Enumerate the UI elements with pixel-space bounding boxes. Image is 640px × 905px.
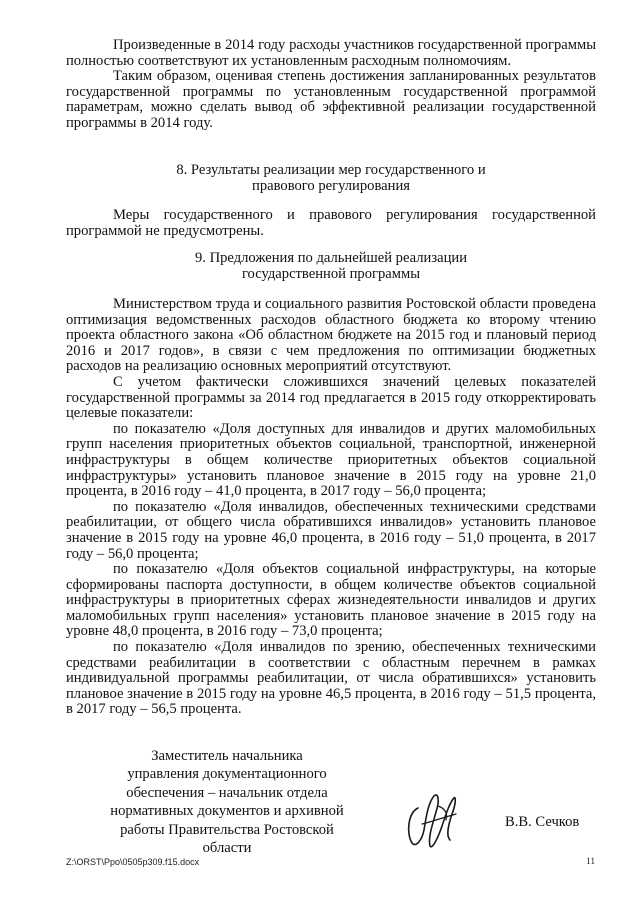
indicator-rehab-means: по показателю «Доля инвалидов, обеспеченных техническими средствами реабилитации, от общего числа обратившихся инвалидов» установить плановое значение в 2015 году на уровне 46,0 процента, в 2016 году – 51,0 процента, в 2017 году – 56,0 процента; [66, 498, 596, 562]
signatory-line-3: обеспечения – начальник отдела [126, 784, 328, 801]
footer-page-number: 11 [586, 857, 596, 867]
indicator-accessibility-passports: по показателю «Доля объектов социальной инфраструктуры, на которые сформированы паспорта доступности, в общем количестве объектов социальной инфраструктуры в приоритетных сферах жизнедеятельности инвалидов и других маломобильных групп населения» установить плановое значение в 2015 году на уровне 48,0 процента, в 2016 году – 73,0 процента; [66, 561, 596, 640]
footer-file-path: Z:\ORST\Ppo\0505p309.f15.docx [66, 857, 200, 867]
section-8-text: Меры государственного и правового регулирования государственной программой не предусмотрены. [66, 207, 596, 239]
signatory-line-2: управления документационного [127, 766, 327, 783]
section-9-heading [66, 251, 596, 282]
signatory-line-4: нормативных документов и архивной [110, 803, 344, 820]
section-9-title-line1: 9. Предложения по дальнейшей реализации [194, 250, 468, 266]
intro-text [66, 38, 596, 132]
section-8-title-line2: правового регулирования [252, 177, 410, 194]
paragraph-conclusion: Таким образом, оценивая степень достижения запланированных результатов государственной программы по установленным государственной программой параметрам, можно сделать вывод об эффективной реализации государственной программы в 2014 году. [66, 68, 596, 131]
paragraph-optimization: Министерством труда и социального развития Ростовской области проведена оптимизация ведомственных расходов областного бюджета ко второму чтению проекта областного закона «Об областном бюджете на 2015 год и плановый период 2016 и 2017 годов», в связи с чем предложения по оптимизации бюджетных расходов на реализацию основных мероприятий отсутствуют. [66, 296, 596, 375]
section-9-title-line2: государственной программы [241, 265, 421, 282]
indicator-accessible-objects: по показателю «Доля доступных для инвалидов и других маломобильных групп населения приоритетных объектов социальной, транспортной, инженерной инфраструктуры в общем количестве приоритетных объектов социальной инфраструктуры» установить плановое значение в 2015 году на уровне 21,0 процента, в 2016 году – 41,0 процента, в 2017 году – 56,0 процента; [66, 420, 596, 500]
indicator-vision-impaired: по показателю «Доля инвалидов по зрению, обеспеченных техническими средствами реабилитации в соответствии с областным перечнем в рамках индивидуальной программы реабилитации, от числа обратившихся» установить плановое значение в 2015 году на уровне 46,5 процента, в 2016 году – 51,5 процента, в 2017 году – 56,5 процента. [66, 639, 596, 718]
section-8-heading [66, 163, 596, 194]
signatory-line-1: Заместитель начальника [151, 748, 303, 764]
section-8-title-line1: 8. Результаты реализации мер государственного и [176, 162, 486, 178]
signatory-line-5: работы Правительства Ростовской области [120, 821, 334, 857]
handwritten-signature [398, 788, 468, 853]
signatory-position [96, 747, 358, 857]
paragraph-expenses: Произведенные в 2014 году расходы участников государственной программы полностью соответствуют их установленным расходным полномочиям. [66, 37, 596, 69]
signatory-name: В.В. Сечков [505, 814, 580, 830]
paragraph-adjust-targets: С учетом фактически сложившихся значений целевых показателей государственной программы за 2014 год предлагается в 2015 году откорректировать целевые показатели: [66, 373, 596, 422]
section-9-body [66, 297, 596, 718]
section-8-body [66, 208, 596, 239]
